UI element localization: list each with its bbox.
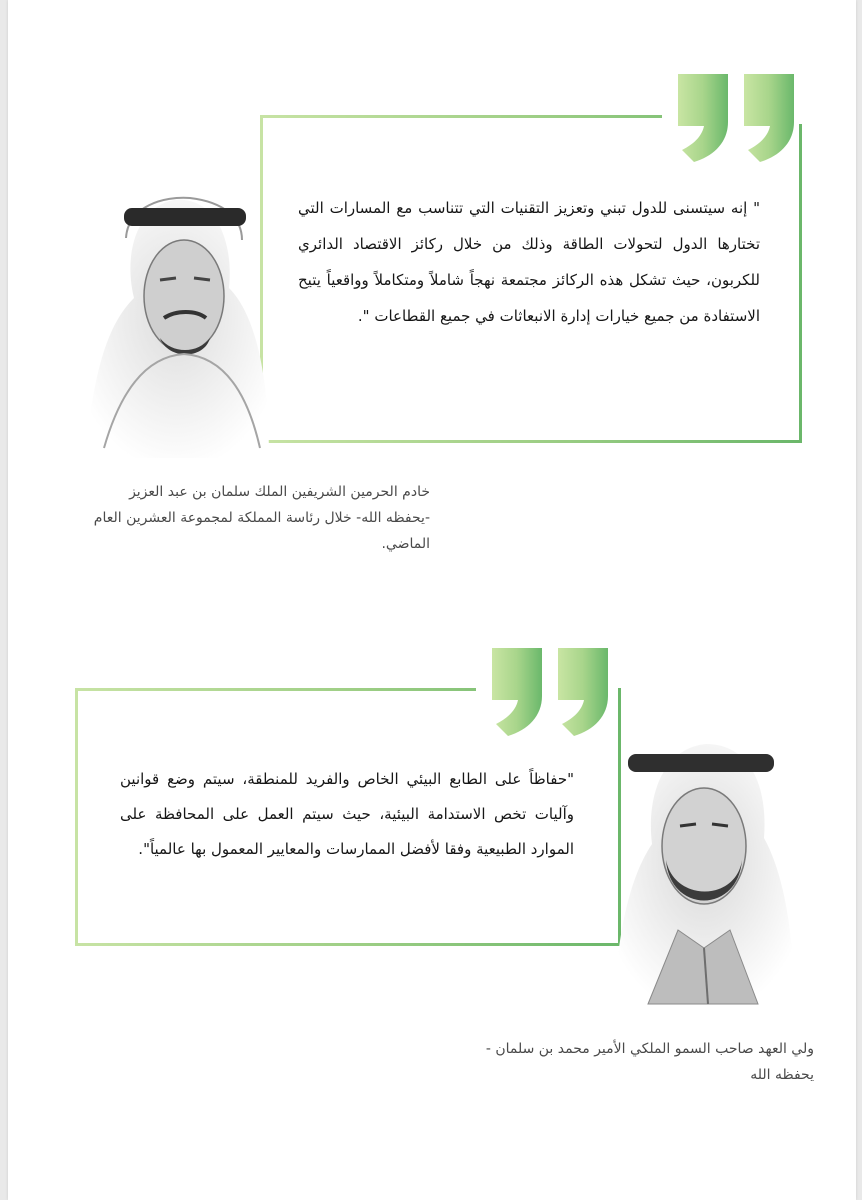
quote-text-2: "حفاظاً على الطابع البيئي الخاص والفريد للمنطقة، سيتم وضع قوانين وآليات تخص الاستدامة البيئية، حيث سيتم العمل على المحافظة على الموارد الطبيعية وفقا لأفضل الممارسات والمعايير المعمول بها عالمياً".	[120, 770, 574, 858]
portrait-sketch-icon	[608, 734, 796, 1010]
quotation-mark-icon	[672, 70, 798, 166]
quote-text-1: " إنه سيتسنى للدول تبني وتعزيز التقنيات التي تتناسب مع المسارات التي تختارها الدول لتحولات الطاقة وذلك من خلال ركائز الاقتصاد الدائري للكربون، حيث تشكل هذه الركائز مجتمعة نهجاً شاملاً ومتكاملاً وواقعياً يتيح الاستفادة من جميع خيارات إدارة الانبعاثات في جميع القطاعات ".	[298, 199, 760, 325]
quote-attribution-1: خادم الحرمين الشريفين الملك سلمان بن عبد العزيز -يحفظه الله- خلال رئاسة المملكة لمجموعة العشرين العام الماضي.	[93, 484, 430, 552]
document-page	[8, 0, 856, 1200]
quotation-mark-icon	[486, 644, 612, 740]
portrait-sketch-icon	[64, 178, 274, 464]
quote-attribution-2: ولي العهد صاحب السمو الملكي الأمير محمد بن سلمان - يحفظه الله	[485, 1041, 814, 1083]
